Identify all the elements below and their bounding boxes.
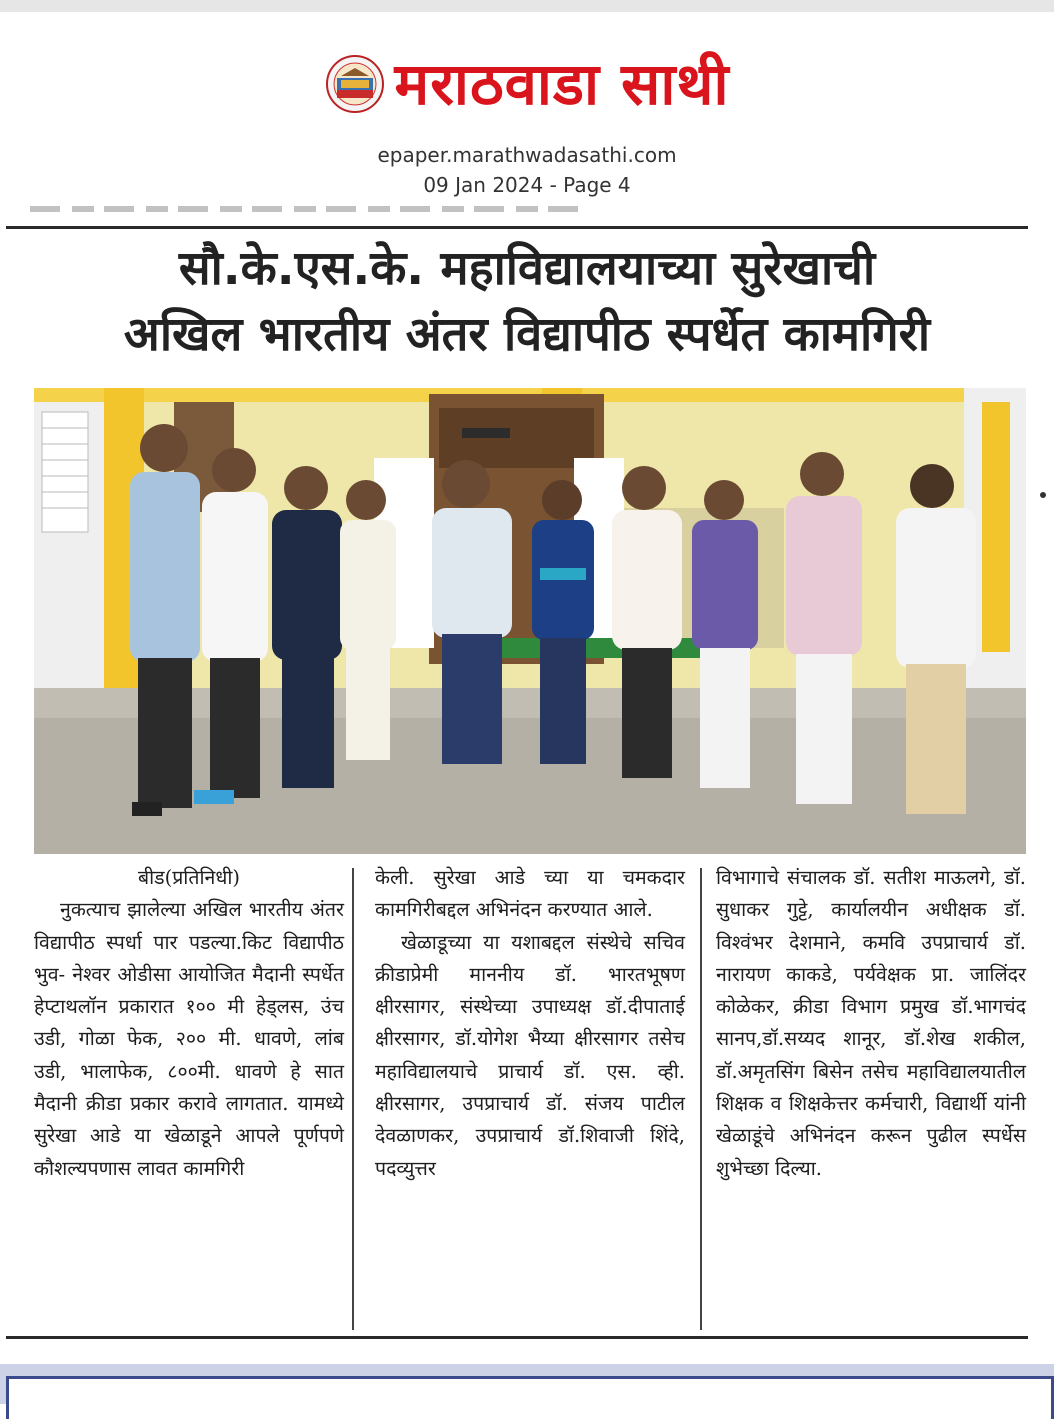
headline bbox=[10, 236, 1044, 368]
edition-date: 09 Jan 2024 - Page 4 bbox=[423, 173, 631, 197]
paragraph: नुकत्याच झालेल्या अखिल भारतीय अंतर विद्यापीठ स्पर्धा पार पडल्या.किट विद्यापीठ भुव- नेश्वर ओडीसा आयोजित मैदानी स्पर्धेत हेप्टाथलॉन प्रकारात १०० मी हेड्लस, उंच उडी, गोळा फेक, २०० मी. धावणे, लांब उडी, भालाफेक, ८००मी. धावणे हे सात मैदानी क्रीडा प्रकार करावे लागतात. यामध्ये सुरेखा आडे या खेळाडूने आपले पूर्णपणे कौशल्यपणास लावत कामगिरी bbox=[34, 898, 344, 1180]
marathwada-sathi-seal-icon bbox=[325, 54, 385, 114]
next-page-frame[interactable] bbox=[6, 1376, 1054, 1419]
source-info bbox=[0, 140, 1054, 200]
article-column-3 bbox=[716, 862, 1026, 1332]
headline-line-1: सौ.के.एस.के. महाविद्यालयाच्या सुरेखाची bbox=[178, 241, 876, 296]
article-column-2 bbox=[375, 862, 685, 1332]
masthead bbox=[0, 40, 1054, 128]
scroll-indicator[interactable] bbox=[1040, 492, 1046, 498]
article-body bbox=[34, 862, 1026, 1332]
bottom-rule bbox=[6, 1336, 1028, 1339]
faded-print-strip bbox=[30, 206, 590, 212]
article-column-1 bbox=[34, 862, 344, 1332]
newspaper-name: मराठवाडा साथी bbox=[394, 50, 730, 118]
website-url[interactable]: epaper.marathwadasathi.com bbox=[377, 143, 677, 167]
group-photo-icon bbox=[34, 388, 1026, 854]
paragraph: खेळाडूच्या या यशाबद्दल संस्थेचे सचिव क्रीडाप्रेमी माननीय डॉ. भारतभूषण क्षीरसागर, संस्थेच्या उपाध्यक्ष डॉ.दीपाताई क्षीरसागर, डॉ.योगेश भैय्या क्षीरसागर तसेच महाविद्यालयाचे प्राचार्य डॉ. एस. व्ही. क्षीरसागर, उपप्राचार्य डॉ. संजय पाटील देवळाणकर, उपप्राचार्य डॉ.शिवाजी शिंदे, पदव्युत्तर bbox=[375, 930, 685, 1180]
top-rule bbox=[6, 226, 1028, 229]
paragraph: विभागाचे संचालक डॉ. सतीश माऊलगे, डॉ. सुधाकर गुट्टे, कार्यालयीन अधीक्षक डॉ. विश्वंभर देशमाने, कमवि उपप्राचार्य डॉ. नारायण काकडे, पर्यवेक्षक प्रा. जालिंदर कोळेकर, क्रीडा विभाग प्रमुख डॉ.भागचंद सानप,डॉ.सय्यद शानूर, डॉ.शेख शकील, डॉ.अमृतसिंग बिसेन तसेच महाविद्यालयातील शिक्षक व शिक्षकेत्तर कर्मचारी, विद्यार्थी यांनी खेळाडूंचे अभिनंदन करून पुढील स्पर्धेस शुभेच्छा दिल्या. bbox=[716, 866, 1026, 1180]
byline: बीड(प्रतिनिधी) bbox=[137, 866, 240, 889]
headline-line-2: अखिल भारतीय अंतर विद्यापीठ स्पर्धेत कामगिरी bbox=[123, 307, 931, 362]
group-photo bbox=[34, 388, 1026, 854]
paragraph: केली. सुरेखा आडे च्या या चमकदार कामगिरीबद्दल अभिनंदन करण्यात आले. bbox=[375, 866, 685, 922]
viewer-top-bar bbox=[0, 0, 1054, 12]
